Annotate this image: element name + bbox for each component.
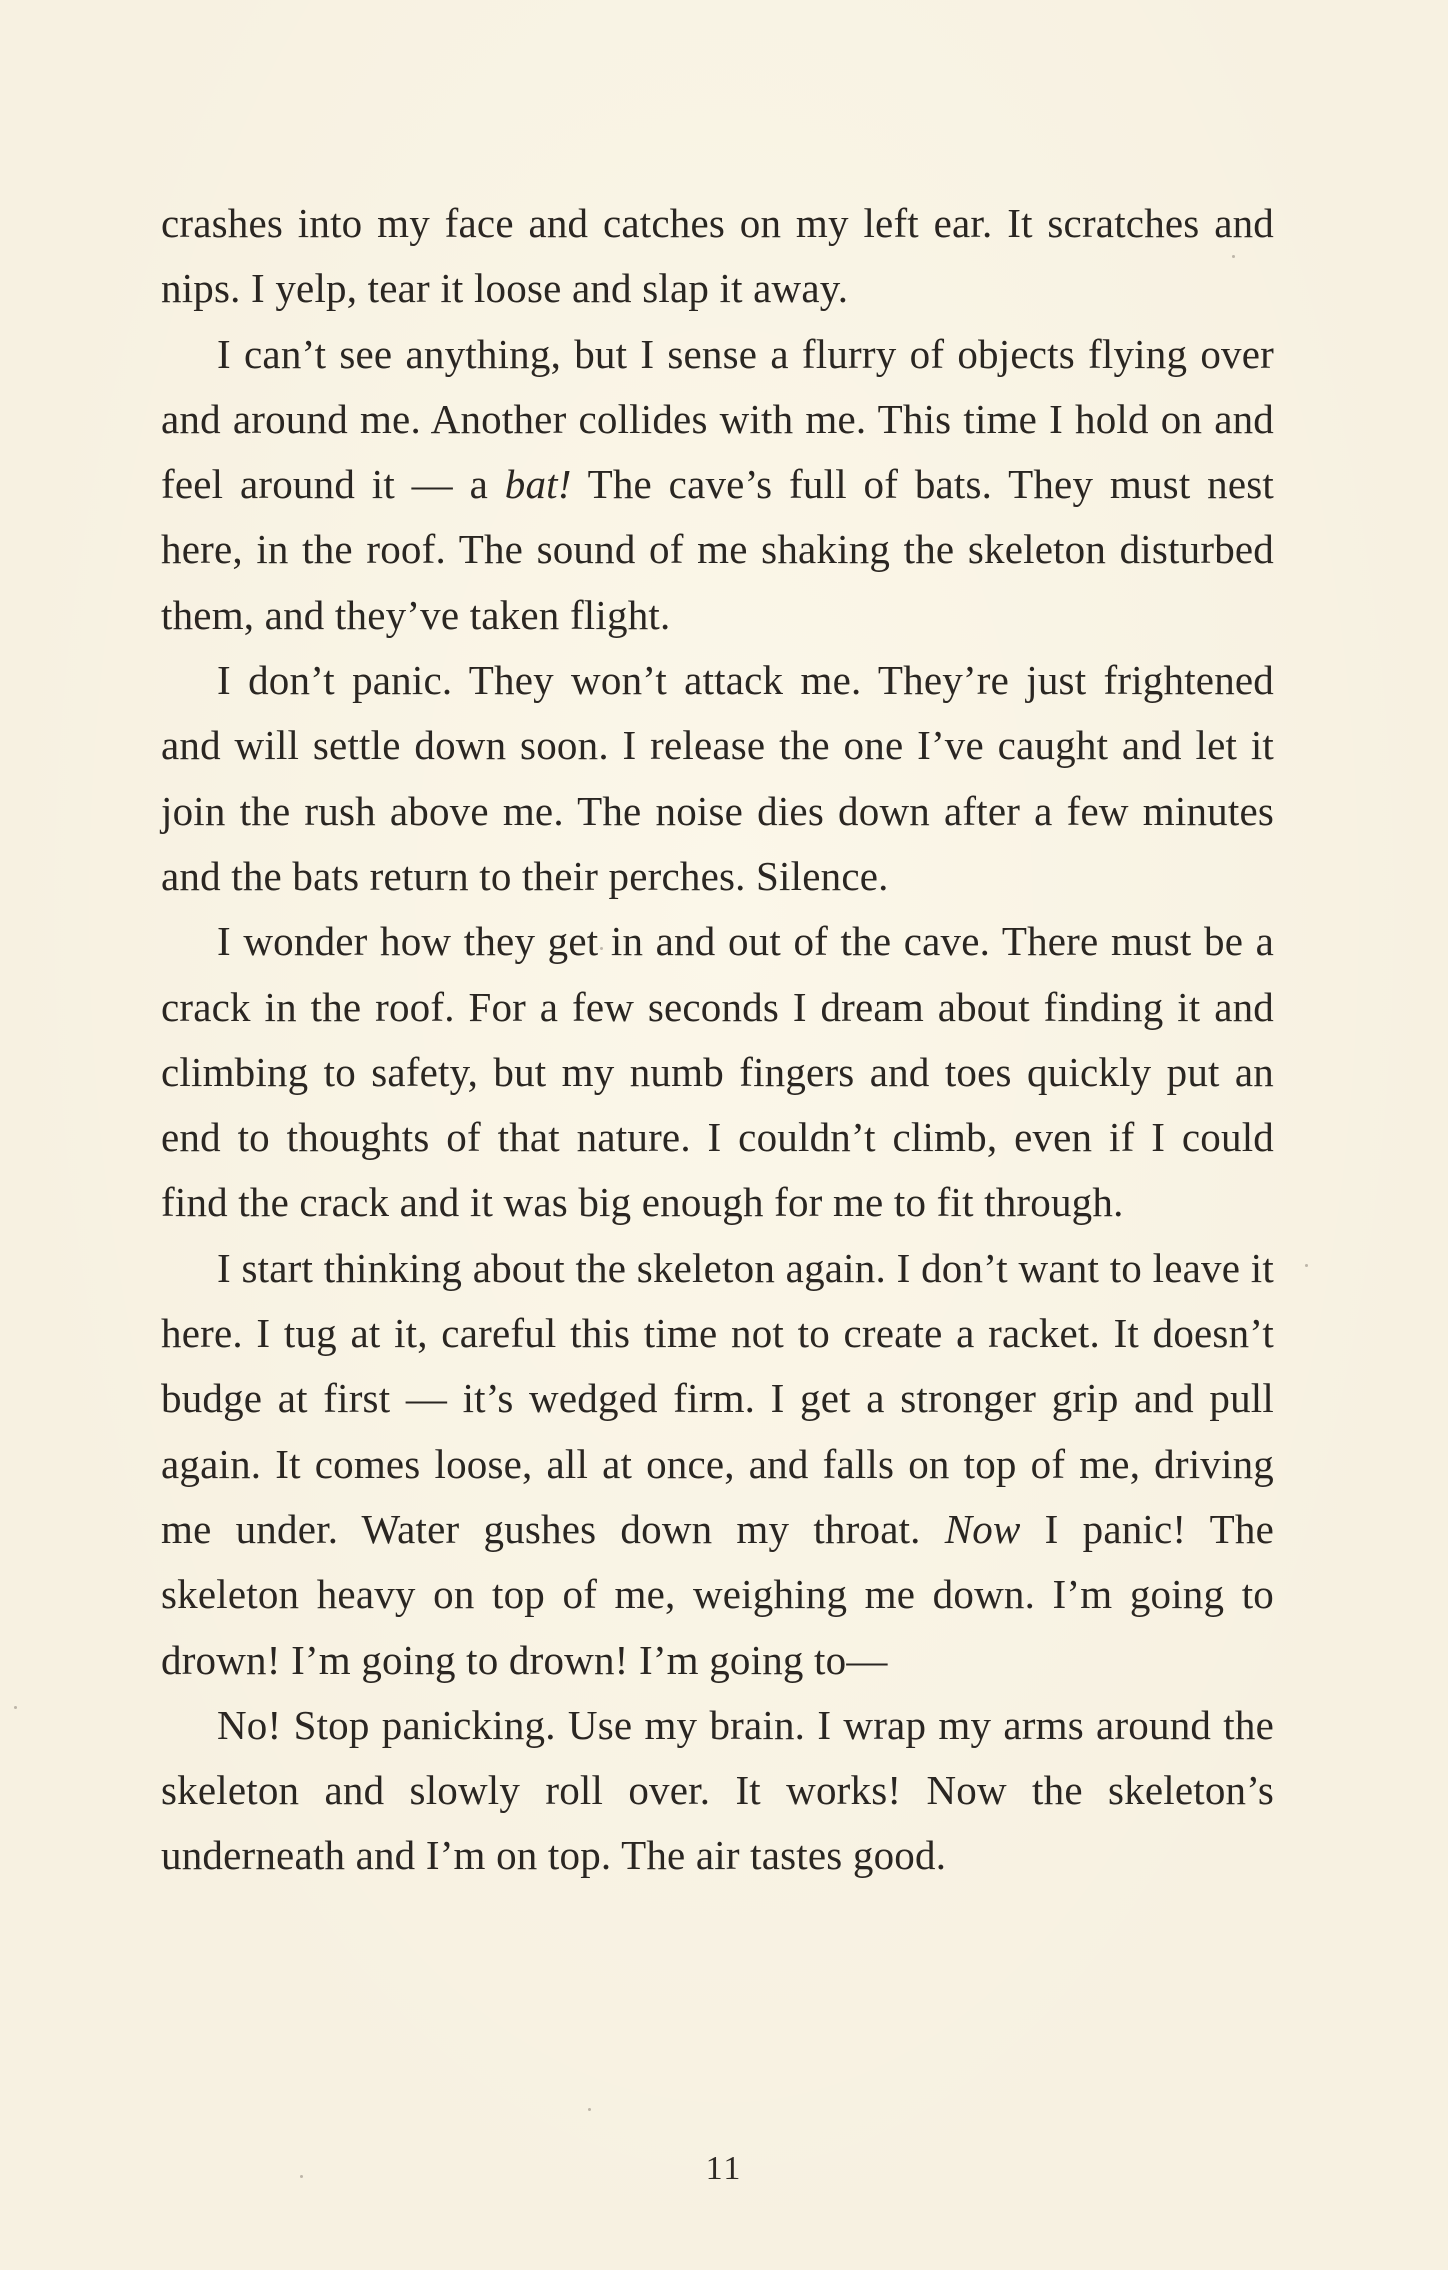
text-run: I start thinking about the skeleton again. I don’t want to leave it here. I tug at it, careful this time not to create a racket. It doesn’t budge at first — it’s wedged firm. I get a stronger grip and pull again. It comes loose, all at once, and falls on top of me, driving me under. Water gushes down my throat. (161, 1244, 1274, 1552)
text-run: I panic! The skeleton heavy on top of me, weighing me down. I’m going to drown! I’m going to drown! I’m going to— (161, 1505, 1274, 1683)
paragraph (161, 909, 1274, 1235)
paragraph (161, 1236, 1274, 1693)
text-run: I can’t see anything, but I sense a flurry of objects flying over and around me. Another collides with me. This time I hold on and feel around it — a (161, 330, 1274, 508)
paper-speck (600, 947, 603, 950)
text-run: I don’t panic. They won’t attack me. They’re just frightened and will settle down soon. I release the one I’ve caught and let it join the rush above me. The noise dies down after a few minutes and the bats return to their perches. Silence. (161, 657, 1274, 899)
paper-speck (588, 2108, 591, 2111)
text-run: No! Stop panicking. Use my brain. I wrap my arms around the skeleton and slowly roll over. It works! Now the skeleton’s underneath and I’m on top. The air tastes good. (161, 1701, 1274, 1879)
paper-speck (1305, 1264, 1308, 1267)
italic-text: Now (944, 1505, 1021, 1552)
paragraph (161, 1693, 1274, 1889)
paragraph (161, 322, 1274, 648)
paragraph (161, 648, 1274, 909)
italic-text: bat! (504, 461, 572, 508)
body-text (161, 191, 1274, 1889)
paper-speck (1232, 255, 1235, 258)
text-run: crashes into my face and catches on my left ear. It scratches and nips. I yelp, tear it loose and slap it away. (161, 200, 1274, 312)
paragraph (161, 191, 1274, 322)
text-run: The cave’s full of bats. They must nest here, in the roof. The sound of me shaking the skeleton disturbed them, and they’ve taken flight. (161, 461, 1274, 638)
paper-speck (14, 1706, 17, 1709)
page-number: 11 (705, 2150, 743, 2187)
text-run: I wonder how they get in and out of the cave. There must be a crack in the roof. For a few seconds I dream about finding it and climbing to safety, but my numb fingers and toes quickly put an end to thoughts of that nature. I couldn’t climb, even if I could find the crack and it was big enough for me to fit through. (161, 918, 1274, 1226)
paper-speck (300, 2175, 303, 2178)
